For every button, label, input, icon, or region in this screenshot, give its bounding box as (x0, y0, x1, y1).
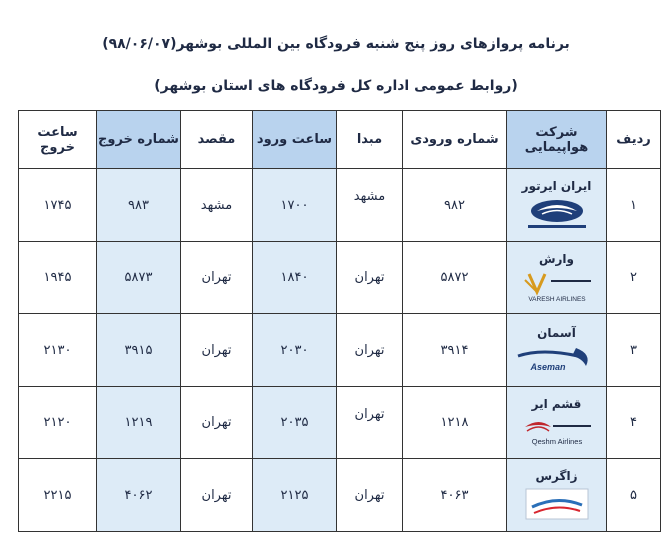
aseman-airlines-logo-icon (512, 344, 602, 374)
cell-departure-time: ۲۱۲۰ (19, 386, 97, 459)
cell-airline (507, 241, 607, 314)
airline-name: آسمان (537, 326, 576, 341)
header-departure-time: ساعت خروج (19, 111, 97, 169)
table-row (19, 386, 661, 459)
header-origin: مبدا (337, 111, 403, 169)
airline-name: ایران ایرتور (521, 179, 592, 194)
flights-table (18, 110, 661, 532)
cell-departure-flight: ۵۸۷۳ (97, 241, 181, 314)
cell-row-number: ۴ (607, 386, 661, 459)
aseman-logo-text: Aseman (529, 362, 566, 373)
cell-departure-flight: ۹۸۳ (97, 169, 181, 242)
cell-origin: تهران (337, 386, 403, 459)
cell-destination: مشهد (181, 169, 253, 242)
header-arrival-time: ساعت ورود (253, 111, 337, 169)
cell-departure-flight: ۴۰۶۲ (97, 459, 181, 532)
header-row-number: ردیف (607, 111, 661, 169)
cell-airline (507, 386, 607, 459)
cell-departure-time: ۱۹۴۵ (19, 241, 97, 314)
table-row (19, 241, 661, 314)
qeshm-airlines-logo-icon (515, 415, 599, 449)
cell-origin: تهران (337, 241, 403, 314)
page-subtitle: (روابط عمومی اداره کل فرودگاه های استان بوشهر) (154, 78, 518, 94)
cell-departure-time: ۲۱۳۰ (19, 314, 97, 387)
iran-airtour-logo-icon (520, 197, 594, 231)
cell-departure-time: ۱۷۴۵ (19, 169, 97, 242)
cell-arrival-time: ۲۰۳۵ (253, 386, 337, 459)
cell-origin: تهران (337, 314, 403, 387)
cell-arrival-time: ۲۱۲۵ (253, 459, 337, 532)
header-departure-flight: شماره خروج (97, 111, 181, 169)
cell-arrival-flight: ۳۹۱۴ (403, 314, 507, 387)
cell-destination: تهران (181, 241, 253, 314)
cell-origin: مشهد (337, 169, 403, 242)
cell-airline (507, 459, 607, 532)
cell-arrival-flight: ۱۲۱۸ (403, 386, 507, 459)
cell-destination: تهران (181, 459, 253, 532)
table-row (19, 459, 661, 532)
qeshm-logo-text: Qeshm Airlines (531, 436, 582, 446)
cell-arrival-flight: ۹۸۲ (403, 169, 507, 242)
table-row (19, 169, 661, 242)
header-arrival-flight: شماره ورودی (403, 111, 507, 169)
page-title: برنامه پروازهای روز پنج شنبه فرودگاه بین المللی بوشهر(۹۸/۰۶/۰۷) (102, 36, 570, 52)
varesh-airlines-logo-icon (515, 270, 599, 304)
cell-airline (507, 169, 607, 242)
cell-row-number: ۲ (607, 241, 661, 314)
cell-departure-flight: ۳۹۱۵ (97, 314, 181, 387)
airline-name: قشم ایر (531, 396, 582, 411)
header-airline: شرکت هواپیمایی (507, 111, 607, 169)
cell-airline (507, 314, 607, 387)
cell-destination: تهران (181, 314, 253, 387)
cell-arrival-flight: ۴۰۶۳ (403, 459, 507, 532)
cell-arrival-time: ۲۰۳۰ (253, 314, 337, 387)
cell-row-number: ۱ (607, 169, 661, 242)
header-destination: مقصد (181, 111, 253, 169)
cell-row-number: ۵ (607, 459, 661, 532)
cell-arrival-flight: ۵۸۷۲ (403, 241, 507, 314)
table-header-row (19, 111, 661, 169)
airline-name: وارش (538, 251, 575, 266)
cell-destination: تهران (181, 386, 253, 459)
cell-origin: تهران (337, 459, 403, 532)
airline-name: زاگرس (535, 469, 578, 484)
cell-arrival-time: ۱۷۰۰ (253, 169, 337, 242)
zagros-airlines-logo-icon (522, 487, 592, 521)
cell-departure-time: ۲۲۱۵ (19, 459, 97, 532)
cell-row-number: ۳ (607, 314, 661, 387)
cell-departure-flight: ۱۲۱۹ (97, 386, 181, 459)
varesh-logo-text: VARESH AIRLINES (527, 295, 586, 303)
cell-arrival-time: ۱۸۴۰ (253, 241, 337, 314)
table-row (19, 314, 661, 387)
